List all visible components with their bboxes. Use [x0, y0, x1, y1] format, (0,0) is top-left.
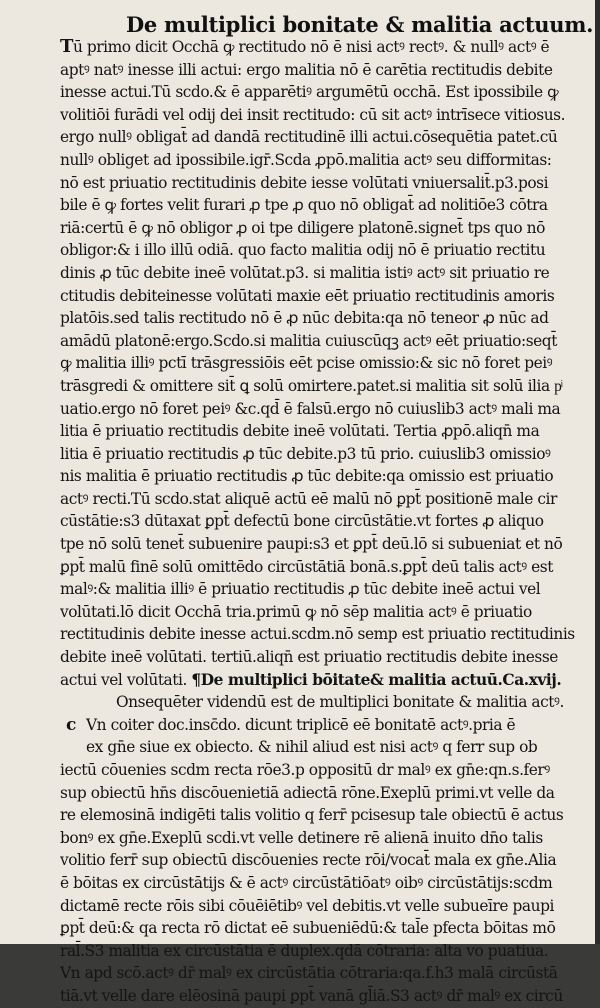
- pilcrow-mark: ¶: [191, 670, 201, 689]
- text-line: debite ineē volūtati. tertiū.aliqn̄ est priuatio rectitudis debite inesse: [60, 648, 558, 667]
- line-text: actui vel volūtati.: [60, 670, 187, 689]
- page-edge-shadow: [595, 0, 600, 944]
- text-line: dictamē recte rōis sibi cōuēiētibꝰ vel debitis.vt velle subueīre paupi: [60, 896, 554, 915]
- line-text: Vn coiter doc.insc̄do. dicunt triplicē eē bonitatē actꝰ.pria ē: [86, 715, 516, 734]
- text-line: volitiōi furādi vel odij dei insit rectitudo: cū sit actꝰ intrīsece vitiosus.: [60, 105, 566, 124]
- text-line: Onsequēter videndū est de multiplici bonitate & malitia actꝰ.: [116, 693, 564, 712]
- text-line: tiā.vt velle dare elēosinā paupi ꝑpt̄ vanā gl̄iā.S3 actꝰ dr̄ malꝰ ex circū: [60, 986, 563, 1005]
- text-line: amādū platonē:ergo.Scdo.si malitia cuiuscūqꝫ actꝰ eēt priuatio:seqt̄: [60, 331, 557, 350]
- text-line: cūstātie:s3 dūtaxat ꝑpt̄ defectū bone circūstātie.vt fortes ꝓ aliquo: [60, 512, 544, 531]
- text-line: ꝙ malitia illiꝰ pctī trāsgressiōis eēt pcise omissio:& sic nō foret peiꝰ: [60, 354, 553, 373]
- text-line: nō est priuatio rectitudinis debite iesse volūtati vniuersalit̄.p3.posi: [60, 173, 549, 192]
- text-line: malꝰ:& malitia illiꝰ ē priuatio rectitudis ꝓ tūc debite ineē actui vel: [60, 580, 541, 599]
- text-line: ꝑpt̄ malū finē solū omittēdo circūstātiā bonā.s.ꝑpt̄ deū talis actꝰ est: [60, 557, 553, 576]
- text-line: inesse actui.Tū scdo.& ē apparētiꝰ argumētū occhā. Est ipossibile ꝙ: [60, 83, 559, 102]
- text-line: iectū cōuenies scdm recta rōe3.p oppositū dr malꝰ ex gn̄e:qn.s.ferꝰ: [60, 761, 550, 779]
- text-line: dinis ꝓ tūc debite ineē volūtat.p3. si malitia istiꝰ actꝰ sit priuatio re: [60, 263, 550, 282]
- text-line: volitio ferr̄ sup obiectū discōuenies recte rōi/vocat̄ mala ex gn̄e.Alia: [60, 851, 557, 870]
- text-line: ꝑpt̄ deū:& qa recta rō dictat eē subueniēdū:& tal̄e pfecta bōitas mō: [60, 919, 556, 938]
- text-line: litia ē priuatio rectitudis ꝓ tūc debite.p3 tū prio. cuiuslib3 omissioꝰ: [60, 444, 551, 463]
- text-line: volūtati.lō dicit Occhā tria.primū ꝙ nō sēp malitia actꝰ ē priuatio: [60, 602, 532, 621]
- text-line: [60, 36, 588, 59]
- text-line: actꝰ recti.Tū scdo.stat aliquē actū eē malū nō ꝑpt̄ positionē male cir: [60, 489, 557, 508]
- text-line: riā:certū ē ꝙ nō obligor ꝓ oi tpe diligere platonē.signet̄ tps quo nō: [60, 218, 545, 237]
- text-line: tpe nō solū tenet̄ subuenire paupi:s3 et ꝑpt̄ deū.lō si subueniat et nō: [60, 535, 563, 554]
- text-line: ergo nullꝰ obligat̄ ad dandā rectitudinē illi actui.cōsequētia patet.cū: [60, 128, 558, 147]
- text-line: bile ē ꝙ fortes velit furari ꝓ tpe ꝓ quo nō obligat̄ ad nolitiōe3 cōtra: [60, 196, 548, 215]
- text-line: ctitudis debiteinesse volūtati maxie eēt priuatio rectitudinis amoris: [60, 286, 555, 305]
- text-line: uatio.ergo nō foret peiꝰ &c.qd̄ ē falsū.ergo nō cuiuslib3 actꝰ mali ma: [60, 399, 561, 418]
- text-line: nis malitia ē priuatio rectitudis ꝓ tūc debite:qa omissio est priuatio: [60, 467, 554, 486]
- text-line: [60, 714, 588, 737]
- text-line: ex gn̄e siue ex obiecto. & nihil aliud est nisi actꝰ q ferr sup ob: [86, 738, 538, 757]
- text-block: [60, 36, 588, 1008]
- text-line: Vn apd scō.actꝰ dr̄ malꝰ ex circūstātia cōtraria:qa.f.h3 malā circūstā: [60, 964, 558, 983]
- text-line: nullꝰ obliget ad ipossibile.igr̄.Scda ꝓpō.malitia actꝰ seu difformitas:: [60, 150, 552, 169]
- text-line: litia ē priuatio rectitudis debite ineē volūtati. Tertia ꝓpō.aliqn̄ ma: [60, 422, 540, 441]
- text-line: bonꝰ ex gn̄e.Exeplū scdi.vt velle detinere rē alienā inuito dn̄o talis: [60, 828, 543, 847]
- text-line: ē bōitas ex circūstātijs & ē actꝰ circūstātiōatꝰ oibꝰ circūstātijs:scdm: [60, 873, 553, 892]
- text-line: ral̄.S3 malitia ex circūstātia ē duplex.qdā cōtraria: alta vo puatiua.: [60, 941, 549, 960]
- chapter-title: De multiplici bōitate& malitia actuū.Ca.xvij.: [200, 670, 562, 689]
- text-line: re elemosinā indigēti talis volitio q ferr̄ pcisesup tale obiectū ē actus: [60, 806, 564, 825]
- line-text: ū primo dicit Occhā ꝙ rectitudo nō ē nisi actꝰ rectꝰ. & nullꝰ actꝰ ē: [72, 38, 550, 56]
- text-line: obligor:& i illo illū odiā. quo facto malitia odij nō ē priuatio rectitu: [60, 241, 546, 260]
- text-line: rectitudinis debite inesse actui.scdm.nō semp est priuatio rectitudinis: [60, 625, 575, 644]
- text-line: aptꝰ natꝰ inesse illi actui: ergo malitia nō ē carētia rectitudis debite: [60, 60, 553, 79]
- text-line: trāsgredi & omittere sit̄ ꝗ solū omirtere.patet.si malitia sit solū ilia pͥ: [60, 376, 562, 395]
- initial-letter: T: [60, 36, 73, 57]
- text-line: sup obiectū hn̄s discōuenietiā adiectā rōne.Exeplū primi.vt velle da: [60, 783, 555, 802]
- text-line: [60, 669, 588, 692]
- text-line: platōis.sed talis rectitudo nō ē ꝓ nūc debita:qa nō teneor ꝓ nūc ad: [60, 309, 549, 328]
- section-letter: c: [66, 714, 76, 735]
- page-heading: De multiplici bonitate & malitia actuum.: [126, 12, 594, 37]
